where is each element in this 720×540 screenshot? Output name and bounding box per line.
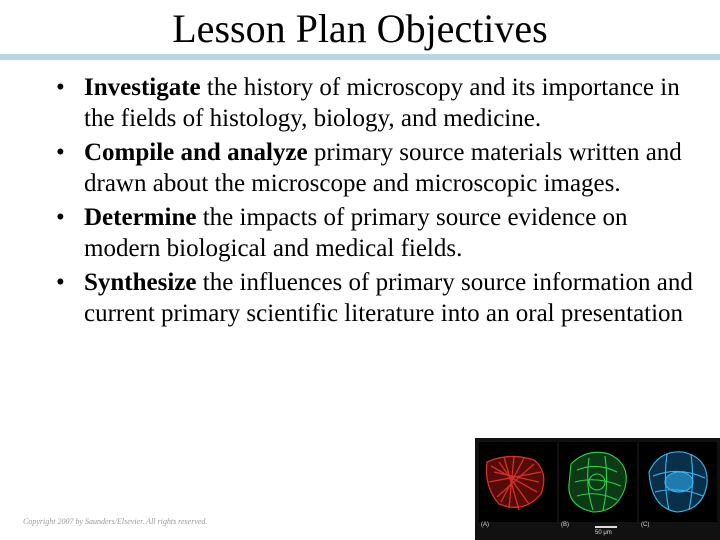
green-cell-image [559,442,637,522]
copyright-notice: Copyright 2007 by Saunders/Elsevier. All rights reserved. [23,517,208,526]
blue-cell-image [639,442,717,522]
objectives-list [52,72,702,332]
micrograph-panel-b [559,442,637,522]
panel-label-b: (B) [561,522,569,528]
objective-text: primary source materials written and drawn about the microscope and microscopic images. [84,139,682,197]
bullet-icon: • [56,74,65,101]
objective-text: the history of microscopy and its importance in the fields of histology, biology, and medicine. [84,74,680,132]
panel-label-a: (A) [481,522,489,528]
objective-lead-verb: Synthesize [84,269,197,296]
objective-item [52,202,702,264]
objective-item [52,72,702,134]
bullet-icon: • [56,139,65,166]
micrograph-panel-a [479,442,557,522]
objective-item [52,137,702,199]
objective-lead-verb: Compile and analyze [84,139,308,166]
objective-text: the impacts of primary source evidence on modern biological and medical fields. [84,204,628,262]
red-cell-image [479,442,557,522]
objective-text: the influences of primary source information and current primary scientific literature into an oral presentation [84,269,693,327]
objective-item [52,267,702,329]
scale-label: 50 μm [595,530,612,536]
bullet-icon: • [56,269,65,296]
microscopy-figure [475,438,720,540]
panel-label-c: (C) [641,522,650,528]
micrograph-panel-c [639,442,717,522]
title-underline [0,54,720,60]
bullet-icon: • [56,204,65,231]
objective-lead-verb: Investigate [84,74,201,101]
objective-lead-verb: Determine [84,204,197,231]
scale-bar [595,526,617,528]
slide-title: Lesson Plan Objectives [172,6,548,51]
